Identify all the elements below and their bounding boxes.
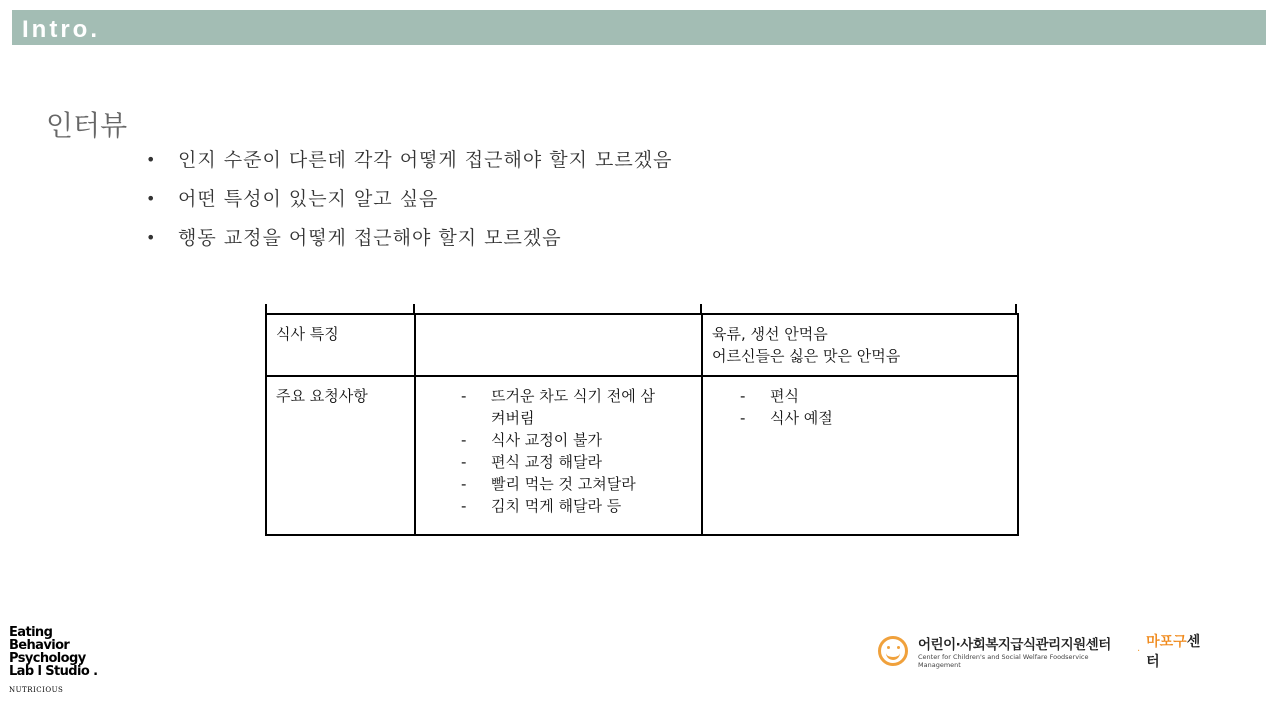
lab-logo-line: Lab l Studio .: [9, 664, 98, 679]
list-item-text: 식사 교정이 불가: [491, 431, 602, 449]
bullet-dot-icon: •: [146, 150, 157, 169]
bullet-item: [146, 224, 672, 263]
cell-line: 육류, 생선 안먹음: [712, 325, 828, 343]
bullet-text: 행동 교정을 어떻게 접근해야 할지 모르겠음: [178, 227, 562, 249]
lab-logo-line: Eating: [9, 625, 53, 640]
table-row: [266, 376, 1018, 535]
separator-dot-icon: ·: [1136, 645, 1141, 657]
request-list: [712, 385, 1008, 429]
bullet-dot-icon: •: [146, 189, 157, 208]
bullet-text: 인지 수준이 다른데 각각 어떻게 접근해야 할지 모르겠음: [178, 149, 673, 171]
list-item-text: 편식: [770, 387, 799, 405]
list-item: - 뜨거운 차도 식기 전에 삼켜버림: [461, 385, 692, 429]
list-item: - 김치 먹게 해달라 등: [461, 497, 622, 515]
list-item: - 빨리 먹는 것 고쳐달라: [461, 475, 636, 493]
interview-bullet-list: [146, 146, 672, 263]
row-cell: [415, 376, 702, 535]
bullet-text: 어떤 특성이 있는지 알고 싶음: [178, 188, 439, 210]
row-label: 식사 특징: [266, 314, 415, 376]
header-title: Intro.: [22, 16, 100, 43]
row-cell: [702, 314, 1018, 376]
lab-logo-sub: NUTRICIOUS: [9, 686, 64, 694]
branch-district: 마포구: [1146, 634, 1187, 650]
row-cell-empty: [415, 314, 702, 376]
center-logo: [868, 625, 1213, 677]
bullet-item: [146, 146, 672, 185]
lab-logo-line: Psychology: [9, 651, 86, 666]
list-item-text: 식사 예절: [770, 409, 833, 427]
row-cell: [702, 376, 1018, 535]
interview-table: [265, 304, 1017, 536]
smile-icon: [878, 636, 908, 666]
list-item: - 편식 교정 해달라: [461, 453, 602, 471]
center-name: 어린이·사회복지급식관리지원센터: [918, 637, 1111, 653]
bullet-dot-icon: •: [146, 228, 157, 247]
cell-line: 어르신들은 싫은 맛은 안먹음: [712, 347, 901, 365]
branch-suffix: 센터: [1146, 634, 1201, 670]
table-row: [266, 314, 1018, 376]
bullet-item: [146, 185, 672, 224]
row-label: 주요 요청사항: [266, 376, 415, 535]
section-title: 인터뷰: [46, 109, 128, 142]
list-item-text: 뜨거운 차도 식기 전에 삼켜버림: [491, 387, 655, 427]
table-top-stub: [265, 304, 1017, 313]
center-logo-text: [918, 633, 1131, 669]
request-list: [425, 385, 692, 517]
list-item-text: 편식 교정 해달라: [491, 453, 602, 471]
branch-name: [1146, 631, 1213, 671]
list-item: - 편식: [740, 387, 799, 405]
header-bar: [12, 10, 1266, 45]
list-item-text: 김치 먹게 해달라 등: [491, 497, 622, 515]
lab-logo-line: Behavior: [9, 638, 70, 653]
center-subtitle: Center for Children's and Social Welfare Foodservice Management: [918, 653, 1089, 669]
list-item: - 식사 예절: [740, 409, 833, 427]
lab-logo: [9, 626, 119, 697]
list-item: - 식사 교정이 불가: [461, 431, 602, 449]
list-item-text: 빨리 먹는 것 고쳐달라: [491, 475, 636, 493]
